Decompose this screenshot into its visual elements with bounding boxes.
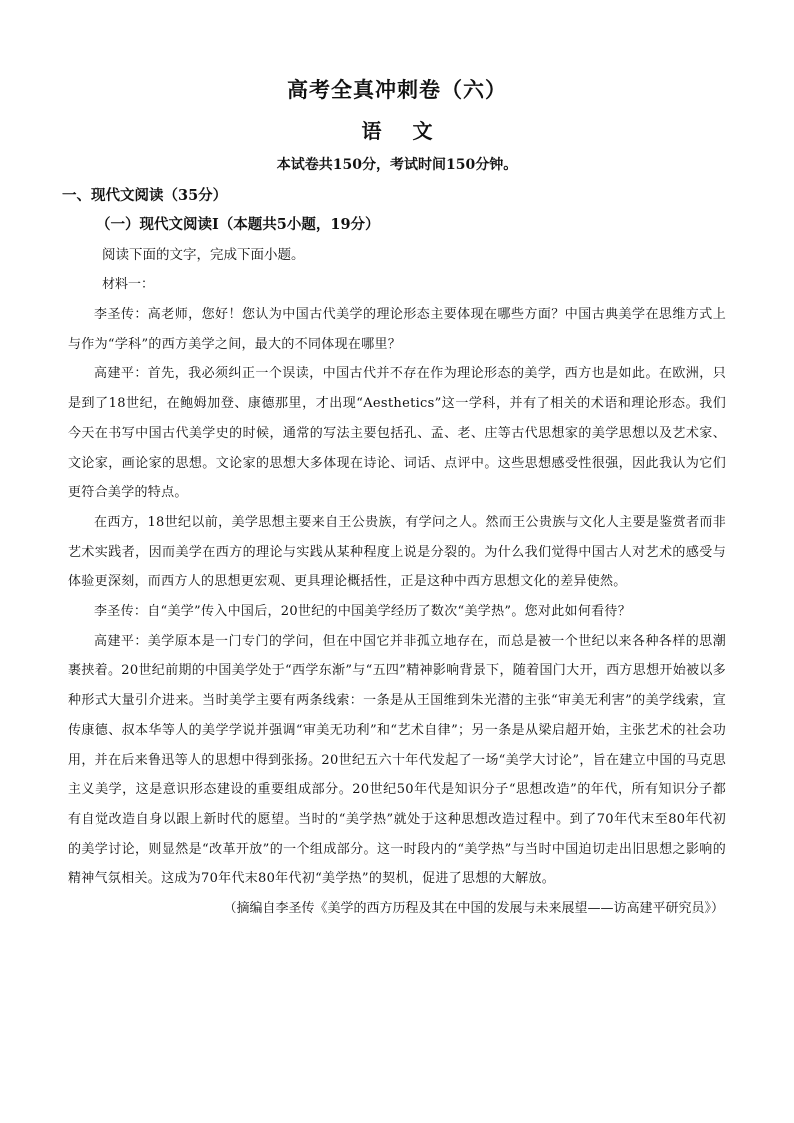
- paragraph-1: 李圣传：高老师，您好！您认为中国古代美学的理论形态主要体现在哪些方面？中国古典美学在思维方式上与作为“学科”的西方美学之间，最大的不同体现在哪里？: [68, 307, 726, 352]
- exam-title: 高考全真冲刺卷（六）: [287, 77, 507, 102]
- reading-instruction: 阅读下面的文字，完成下面小题。: [102, 247, 305, 263]
- source-citation: （摘编自李圣传《美学的西方历程及其在中国的发展与未来展望——访高建平研究员》）: [223, 901, 724, 917]
- paragraph-4: 李圣传：自“美学”传入中国后，20世纪的中国美学经历了数次“美学热”。您对此如何看待？: [94, 604, 632, 620]
- paragraph-3: 在西方，18世纪以前，美学思想主要来自王公贵族，有学问之人。然而王公贵族与文化人主要是鉴赏者而非艺术实践者，因而美学在西方的理论与实践从某种程度上说是分裂的。为什么我们觉得中国古人对艺术的感受与体验更深刻，而西方人的思想更宏观、更具理论概括性，正是这种中西方思想文化的差异使然。: [68, 514, 726, 590]
- material-label: 材料一：: [102, 277, 155, 292]
- subject-heading: 语 文: [361, 119, 433, 143]
- subsection-heading: （一）现代文阅读Ⅰ（本题共5小题，19分）: [96, 216, 380, 233]
- exam-note: 本试卷共150分，考试时间150分钟。: [276, 157, 518, 173]
- paragraph-5: 高建平：美学原本是一门专门的学问，但在中国它并非孤立地存在，而总是被一个世纪以来各种各样的思潮裹挟着。20世纪前期的中国美学处于“西学东渐”与“五四”精神影响背景下，随着国门大开，西方思想开始被以多种形式大量引介进来。当时美学主要有两条线索：一条是从王国维到朱光潜的主张“审美无利害”的美学线索，宣传康德、叔本华等人的美学学说并强调“审美无功利”和“艺术自律”；另一条是从梁启超开始，主张艺术的社会功用，并在后来鲁迅等人的思想中得到张扬。20世纪五六十年代发起了一场“美学大讨论”，旨在建立中国的马克思主义美学，这是意识形态建设的重要组成部分。20世纪50年代是知识分子“思想改造”的年代，所有知识分子都有自觉改造自身以跟上新时代的愿望。当时的“美学热”就处于这种思想改造过程中。到了70年代末至80年代初的美学讨论，则显然是“改革开放”的一个组成部分。这一时段内的“美学热”与当时中国迫切走出旧思想之影响的精神气氛相关。这成为70年代末80年代初“美学热”的契机，促进了思想的大解放。: [68, 633, 726, 887]
- section-heading: 一、现代文阅读（35分）: [62, 187, 228, 204]
- paragraph-2: 高建平：首先，我必须纠正一个误读，中国古代并不存在作为理论形态的美学，西方也是如此。在欧洲，只是到了18世纪，在鲍姆加登、康德那里，才出现“Aesthetics”这一学科，并有了相关的术语和理论形态。我们今天在书写中国古代美学史的时候，通常的写法主要包括孔、孟、老、庄等古代思想家的美学思想以及艺术家、文论家，画论家的思想。文论家的思想大多体现在诗论、词话、点评中。这些思想感受性很强，因此我认为它们更符合美学的特点。: [68, 366, 726, 501]
